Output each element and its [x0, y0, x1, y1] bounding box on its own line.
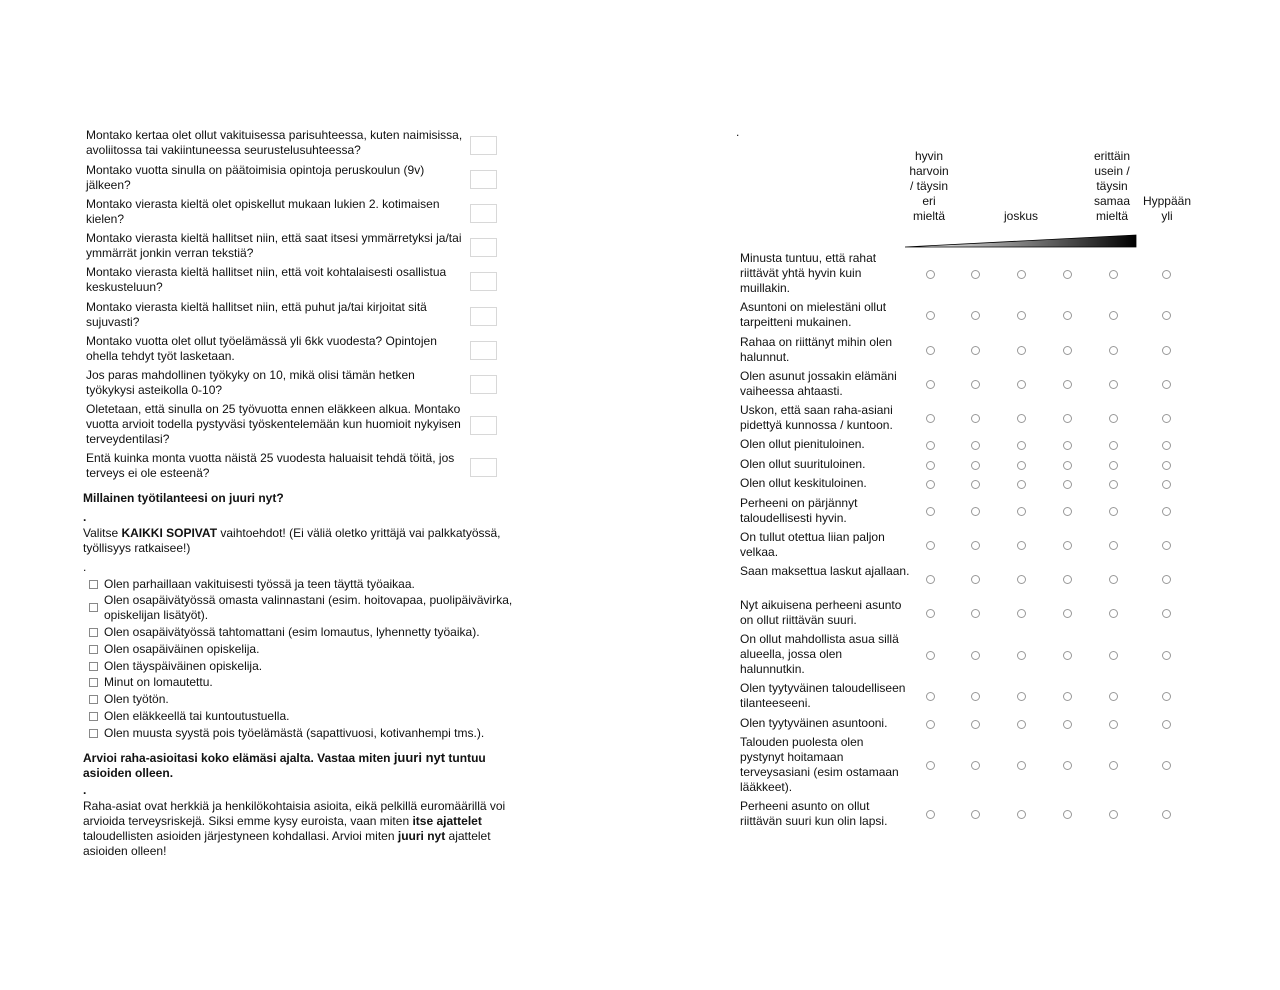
rating-radio[interactable] — [1017, 270, 1026, 279]
checkbox[interactable] — [89, 695, 98, 704]
scale-skip-label — [1136, 194, 1198, 224]
rating-radio[interactable] — [1017, 651, 1026, 660]
money-text-3: ajattelet asioiden olleen! — [83, 829, 491, 858]
rating-radio[interactable] — [1109, 480, 1118, 489]
separator-dot: . — [83, 510, 87, 524]
money-text — [83, 799, 523, 859]
rating-radio[interactable] — [1109, 380, 1118, 389]
checkbox[interactable] — [89, 729, 98, 738]
statement-text: Nyt aikuisena perheeni asunto on ollut riittävän suuri. — [740, 598, 902, 627]
scale-mid-label: joskus — [1003, 209, 1038, 223]
skip-radio[interactable] — [1162, 380, 1171, 389]
rating-radio[interactable] — [926, 507, 935, 516]
skip-radio[interactable] — [1162, 720, 1171, 729]
scale-gradient-wedge — [905, 234, 1137, 248]
rating-radio[interactable] — [971, 507, 980, 516]
skip-radio[interactable] — [1162, 461, 1171, 470]
rating-radio[interactable] — [926, 311, 935, 320]
checkbox[interactable] — [89, 580, 98, 589]
rating-radio[interactable] — [1109, 810, 1118, 819]
number-input[interactable] — [470, 458, 497, 477]
skip-radio[interactable] — [1162, 761, 1171, 770]
rating-radio[interactable] — [1109, 609, 1118, 618]
rating-radio[interactable] — [1063, 692, 1072, 701]
question-text: Montako vuotta sinulla on päätoimisia opintoja peruskoulun (9v) jälkeen? — [86, 163, 425, 192]
statement-text: Olen asunut jossakin elämäni vaiheessa ahtaasti. — [740, 369, 897, 398]
rating-radio[interactable] — [926, 461, 935, 470]
rating-radio[interactable] — [1017, 441, 1026, 450]
option-label: Minut on lomautettu. — [104, 675, 213, 689]
rating-radio[interactable] — [971, 810, 980, 819]
rating-radio[interactable] — [1017, 692, 1026, 701]
rating-radio[interactable] — [971, 480, 980, 489]
work-heading: Millainen työtilanteesi on juuri nyt? — [83, 491, 284, 505]
rating-radio[interactable] — [926, 609, 935, 618]
rating-radio[interactable] — [1109, 311, 1118, 320]
rating-radio[interactable] — [1063, 380, 1072, 389]
option-label: Olen parhaillaan vakituisesti työssä ja teen täyttä työaikaa. — [104, 577, 415, 591]
number-input[interactable] — [470, 416, 497, 435]
statement-text: Olen ollut pienituloinen. — [740, 437, 865, 451]
rating-radio[interactable] — [1063, 651, 1072, 660]
statement-text: Olen tyytyväinen taloudelliseen tilanteeseeni. — [740, 681, 906, 710]
number-input[interactable] — [470, 375, 497, 394]
rating-radio[interactable] — [1017, 541, 1026, 550]
question-text: Montako vuotta olet ollut työelämässä yli 6kk vuodesta? Opintojen ohella tehdyt työt lasketaan. — [86, 334, 437, 363]
option-label: Olen osapäivätyössä omasta valinnastani (esim. hoitovapaa, puolipäivävirka, opiskelijan lisätyöt). — [104, 593, 513, 622]
rating-radio[interactable] — [971, 720, 980, 729]
instruction-post: vaihtoehdot! (Ei väliä oletko yrittäjä vai palkkatyössä, työllisyys ratkaisee!) — [83, 526, 501, 555]
statement-text: Olen tyytyväinen asuntooni. — [740, 716, 888, 730]
rating-radio[interactable] — [1063, 441, 1072, 450]
money-heading-post: tuntuu asioiden olleen. — [83, 751, 486, 780]
money-text-1: Raha-asiat ovat herkkiä ja henkilökohtaisia asioita, eikä pelkillä euromäärillä voi arvioida terveysriskejä. Siksi emme kysy euroista, vaan miten — [83, 799, 506, 828]
scale-skip-line: Hyppään — [1142, 194, 1192, 208]
checkbox[interactable] — [89, 645, 98, 654]
separator-dot: . — [83, 783, 87, 797]
option-label: Olen osapäiväinen opiskelija. — [104, 642, 260, 656]
option-label: Olen työtön. — [104, 692, 169, 706]
scale-low-line: eri — [922, 194, 936, 208]
scale-high-line: täysin — [1096, 179, 1128, 193]
skip-radio[interactable] — [1162, 692, 1171, 701]
rating-radio[interactable] — [971, 270, 980, 279]
rating-radio[interactable] — [971, 414, 980, 423]
scale-high-line: erittäin — [1093, 149, 1131, 163]
rating-radio[interactable] — [1063, 414, 1072, 423]
instruction-pre: Valitse — [83, 526, 122, 540]
skip-radio[interactable] — [1162, 609, 1171, 618]
rating-radio[interactable] — [1063, 609, 1072, 618]
skip-radio[interactable] — [1162, 575, 1171, 584]
option-label: Olen osapäivätyössä tahtomattani (esim lomautus, lyhennetty työaika). — [104, 625, 480, 639]
rating-radio[interactable] — [1063, 311, 1072, 320]
statement-text: Rahaa on riittänyt mihin olen halunnut. — [740, 335, 893, 364]
question-text: Jos paras mahdollinen työkyky on 10, mikä olisi tämän hetken työkykysi asteikolla 0-10? — [86, 368, 415, 397]
rating-radio[interactable] — [926, 761, 935, 770]
money-text-bold2: juuri nyt — [397, 829, 446, 843]
skip-radio[interactable] — [1162, 541, 1171, 550]
rating-radio[interactable] — [1017, 720, 1026, 729]
statement-text: Saan maksettua laskut ajallaan. — [740, 564, 910, 578]
rating-radio[interactable] — [1063, 270, 1072, 279]
rating-radio[interactable] — [926, 720, 935, 729]
money-heading — [83, 750, 513, 781]
statement-text: On tullut otettua liian paljon velkaa. — [740, 530, 885, 559]
rating-radio[interactable] — [971, 651, 980, 660]
rating-radio[interactable] — [1017, 575, 1026, 584]
skip-radio[interactable] — [1162, 270, 1171, 279]
rating-radio[interactable] — [1109, 507, 1118, 516]
statement-text: Uskon, että saan raha-asiani pidettyä kunnossa / kuntoon. — [740, 403, 893, 432]
rating-radio[interactable] — [1109, 541, 1118, 550]
skip-radio[interactable] — [1162, 507, 1171, 516]
scale-high-line: samaa — [1093, 194, 1131, 208]
checkbox[interactable] — [89, 678, 98, 687]
money-text-2: taloudellisten asioiden järjestyneen kohdallasi. Arvioi miten — [83, 829, 398, 843]
rating-radio[interactable] — [971, 761, 980, 770]
option-label: Olen täyspäiväinen opiskelija. — [104, 659, 263, 673]
rating-radio[interactable] — [1109, 270, 1118, 279]
rating-radio[interactable] — [1109, 461, 1118, 470]
rating-radio[interactable] — [1017, 480, 1026, 489]
separator-dot: . — [736, 125, 740, 139]
rating-radio[interactable] — [926, 480, 935, 489]
work-instruction — [83, 526, 523, 556]
number-input[interactable] — [470, 136, 497, 155]
rating-radio[interactable] — [926, 270, 935, 279]
skip-radio[interactable] — [1162, 441, 1171, 450]
rating-radio[interactable] — [926, 692, 935, 701]
scale-high-label — [1082, 149, 1142, 224]
rating-radio[interactable] — [1109, 761, 1118, 770]
question-text: Montako kertaa olet ollut vakituisessa parisuhteessa, kuten naimisissa, avoliitossa tai vakiintuneessa seurustelusuhteessa? — [86, 128, 463, 157]
rating-radio[interactable] — [1017, 507, 1026, 516]
skip-radio[interactable] — [1162, 311, 1171, 320]
rating-radio[interactable] — [1017, 761, 1026, 770]
rating-radio[interactable] — [1109, 414, 1118, 423]
statement-text: Olen ollut suurituloinen. — [740, 457, 866, 471]
question-text: Montako vierasta kieltä hallitset niin, että saat itsesi ymmärretyksi ja/tai ymmärrät jonkin verran tekstiä? — [86, 231, 462, 260]
rating-radio[interactable] — [1017, 346, 1026, 355]
rating-radio[interactable] — [1063, 575, 1072, 584]
rating-radio[interactable] — [971, 609, 980, 618]
rating-radio[interactable] — [926, 380, 935, 389]
money-heading-pre: Arvioi raha-asioitasi koko elämäsi ajalta. Vastaa miten — [83, 751, 394, 765]
rating-radio[interactable] — [926, 441, 935, 450]
skip-radio[interactable] — [1162, 480, 1171, 489]
rating-radio[interactable] — [926, 346, 935, 355]
number-input[interactable] — [470, 272, 497, 291]
question-text: Montako vierasta kieltä hallitset niin, että puhut ja/tai kirjoitat sitä sujuvasti? — [86, 300, 427, 329]
checkbox[interactable] — [89, 603, 98, 612]
rating-radio[interactable] — [1017, 810, 1026, 819]
rating-radio[interactable] — [926, 541, 935, 550]
rating-radio[interactable] — [971, 461, 980, 470]
question-text: Montako vierasta kieltä olet opiskellut mukaan lukien 2. kotimaisen kielen? — [86, 197, 440, 226]
rating-radio[interactable] — [926, 575, 935, 584]
scale-high-line: usein / — [1094, 164, 1130, 178]
rating-radio[interactable] — [1063, 461, 1072, 470]
statement-text: Minusta tuntuu, että rahat riittävät yhtä hyvin kuin muillakin. — [740, 251, 877, 295]
option-label: Olen muusta syystä pois työelämästä (sapattivuosi, kotivanhempi tms.). — [104, 726, 485, 740]
question-text: Montako vierasta kieltä hallitset niin, että voit kohtalaisesti osallistua keskusteluun? — [86, 265, 447, 294]
scale-low-line: / täysin — [909, 179, 948, 193]
statement-text: Olen ollut keskituloinen. — [740, 476, 867, 490]
number-input[interactable] — [470, 238, 497, 257]
money-text-bold1: itse ajattelet — [412, 814, 482, 828]
rating-radio[interactable] — [971, 311, 980, 320]
rating-radio[interactable] — [971, 692, 980, 701]
rating-radio[interactable] — [1063, 507, 1072, 516]
number-input[interactable] — [470, 170, 497, 189]
rating-radio[interactable] — [1109, 692, 1118, 701]
skip-radio[interactable] — [1162, 346, 1171, 355]
rating-radio[interactable] — [971, 575, 980, 584]
skip-radio[interactable] — [1162, 810, 1171, 819]
rating-radio[interactable] — [971, 380, 980, 389]
rating-radio[interactable] — [926, 810, 935, 819]
scale-low-line: harvoin — [909, 164, 949, 178]
money-heading-strong: juuri nyt — [393, 750, 446, 765]
checkbox[interactable] — [89, 628, 98, 637]
checkbox[interactable] — [89, 662, 98, 671]
statement-text: Perheeni asunto on ollut riittävän suuri kun olin lapsi. — [740, 799, 888, 828]
rating-radio[interactable] — [1017, 414, 1026, 423]
rating-radio[interactable] — [1063, 720, 1072, 729]
scale-low-line: hyvin — [914, 149, 943, 163]
scale-low-label — [900, 149, 958, 224]
rating-radio[interactable] — [926, 651, 935, 660]
scale-low-line: mieltä — [912, 209, 945, 223]
question-text: Oletetaan, että sinulla on 25 työvuotta ennen eläkkeen alkua. Montako vuotta arvioit todella pystyväsi työskentelemään kun huomioit nykyisen terveydentilasi? — [86, 402, 461, 446]
question-text: Entä kuinka monta vuotta näistä 25 vuodesta haluaisit tehdä töitä, jos terveys ei ole esteenä? — [86, 451, 455, 480]
scale-high-line: mieltä — [1095, 209, 1128, 223]
rating-radio[interactable] — [1063, 480, 1072, 489]
rating-radio[interactable] — [1063, 541, 1072, 550]
skip-radio[interactable] — [1162, 651, 1171, 660]
rating-radio[interactable] — [1017, 609, 1026, 618]
statement-text: Asuntoni on mielestäni ollut tarpeitteni mukainen. — [740, 300, 887, 329]
rating-radio[interactable] — [1109, 441, 1118, 450]
number-input[interactable] — [470, 307, 497, 326]
separator-dot: . — [83, 560, 87, 574]
statement-text: On ollut mahdollista asua sillä alueella, jossa olen halunnutkin. — [740, 632, 899, 676]
rating-radio[interactable] — [971, 541, 980, 550]
scale-skip-line: yli — [1161, 209, 1173, 223]
rating-radio[interactable] — [1063, 810, 1072, 819]
rating-radio[interactable] — [1109, 651, 1118, 660]
number-input[interactable] — [470, 204, 497, 223]
statement-text: Perheeni on pärjännyt taloudellisesti hyvin. — [740, 496, 858, 525]
rating-radio[interactable] — [1063, 346, 1072, 355]
rating-radio[interactable] — [971, 441, 980, 450]
checkbox[interactable] — [89, 712, 98, 721]
rating-radio[interactable] — [1109, 575, 1118, 584]
rating-radio[interactable] — [1017, 311, 1026, 320]
rating-radio[interactable] — [971, 346, 980, 355]
rating-radio[interactable] — [1017, 380, 1026, 389]
rating-radio[interactable] — [926, 414, 935, 423]
option-label: Olen eläkkeellä tai kuntoutustuella. — [104, 709, 290, 723]
rating-radio[interactable] — [1063, 761, 1072, 770]
rating-radio[interactable] — [1017, 461, 1026, 470]
number-input[interactable] — [470, 341, 497, 360]
skip-radio[interactable] — [1162, 414, 1171, 423]
instruction-bold: KAIKKI SOPIVAT — [121, 526, 218, 540]
rating-radio[interactable] — [1109, 346, 1118, 355]
rating-radio[interactable] — [1109, 720, 1118, 729]
statement-text: Talouden puolesta olen pystynyt hoitamaan terveysasiani (esim ostamaan lääkkeet). — [740, 735, 899, 794]
